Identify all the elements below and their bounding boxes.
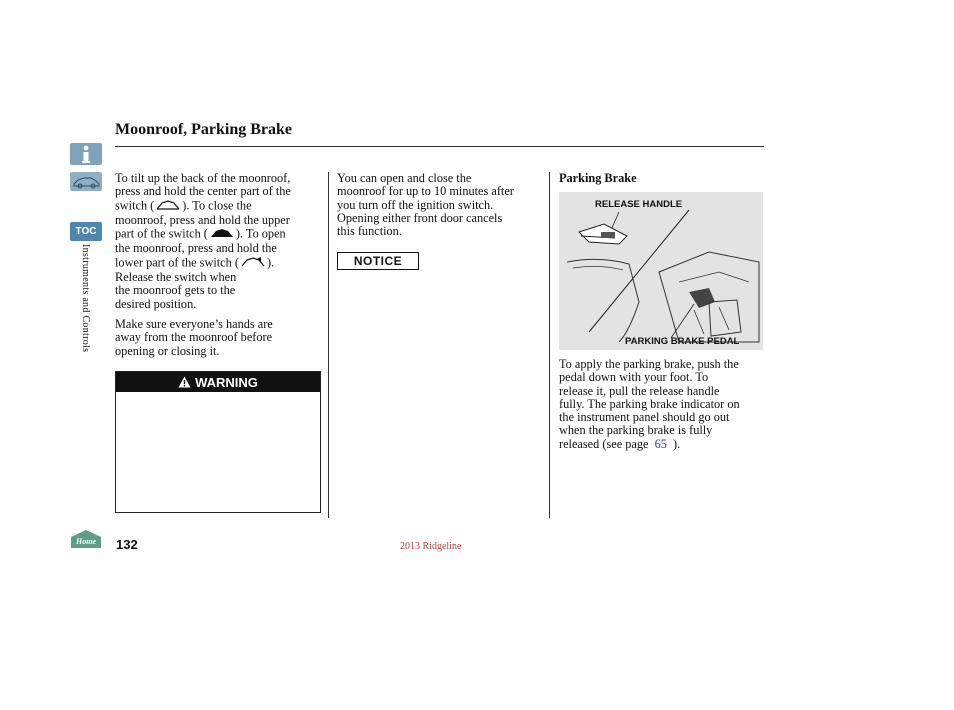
parking-brake-illustration	[559, 192, 763, 350]
hands-warning-text: Make sure everyone’s hands are away from the moonroof before opening or closing it.	[115, 317, 273, 358]
column-divider	[549, 172, 550, 518]
page-number: 132	[116, 537, 138, 552]
switch-lower-icon	[239, 256, 267, 271]
home-button[interactable]	[70, 529, 102, 549]
column-divider	[328, 172, 329, 518]
parking-brake-text: To apply the parking brake, push the pedal down with your foot. To release it, pull the release handle fully. The parking brake indicator on the instrument panel should go out when the parking brake is fully released (see page 65 ).	[559, 357, 740, 451]
toc-button[interactable]: TOC	[70, 222, 102, 241]
section-label: Instruments and Controls	[80, 244, 91, 353]
info-icon	[70, 143, 102, 165]
page-title: Moonroof, Parking Brake	[115, 121, 293, 138]
page-65-link[interactable]: 65	[654, 436, 667, 451]
home-icon	[70, 529, 102, 549]
home-label: Home	[76, 537, 96, 546]
warning-label: WARNING	[195, 374, 258, 390]
release-handle-label: RELEASE HANDLE	[595, 199, 683, 210]
info-button[interactable]	[70, 143, 102, 165]
switch-upper-icon	[208, 227, 236, 242]
footer-model: 2013 Ridgeline	[400, 541, 462, 552]
parking-brake-pedal-label: PARKING BRAKE PEDAL	[625, 336, 740, 347]
parking-brake-figure	[559, 192, 763, 350]
timer-text: You can open and close the moonroof for up to 10 minutes after you turn off the ignition switch. Opening either front door cancels this function.	[337, 171, 514, 239]
parking-brake-heading: Parking Brake	[559, 171, 637, 185]
title-divider	[115, 146, 764, 147]
switch-center-icon	[154, 199, 182, 214]
moonroof-tilt-text: To tilt up the back of the moonroof, press and hold the center part of the switch ( ). To close the moonroof, press and hold the upper part of the switch ( ). To open the moonroof, press and hold the lower part of the switch ( ). Release the switch when the moonroof gets to the desired position.	[115, 171, 291, 311]
notice-label: NOTICE	[337, 252, 419, 270]
warning-box	[115, 371, 321, 513]
car-icon	[70, 172, 102, 191]
warning-triangle-icon	[178, 376, 191, 388]
warning-header	[116, 372, 320, 392]
vehicle-index-button[interactable]	[70, 172, 102, 191]
